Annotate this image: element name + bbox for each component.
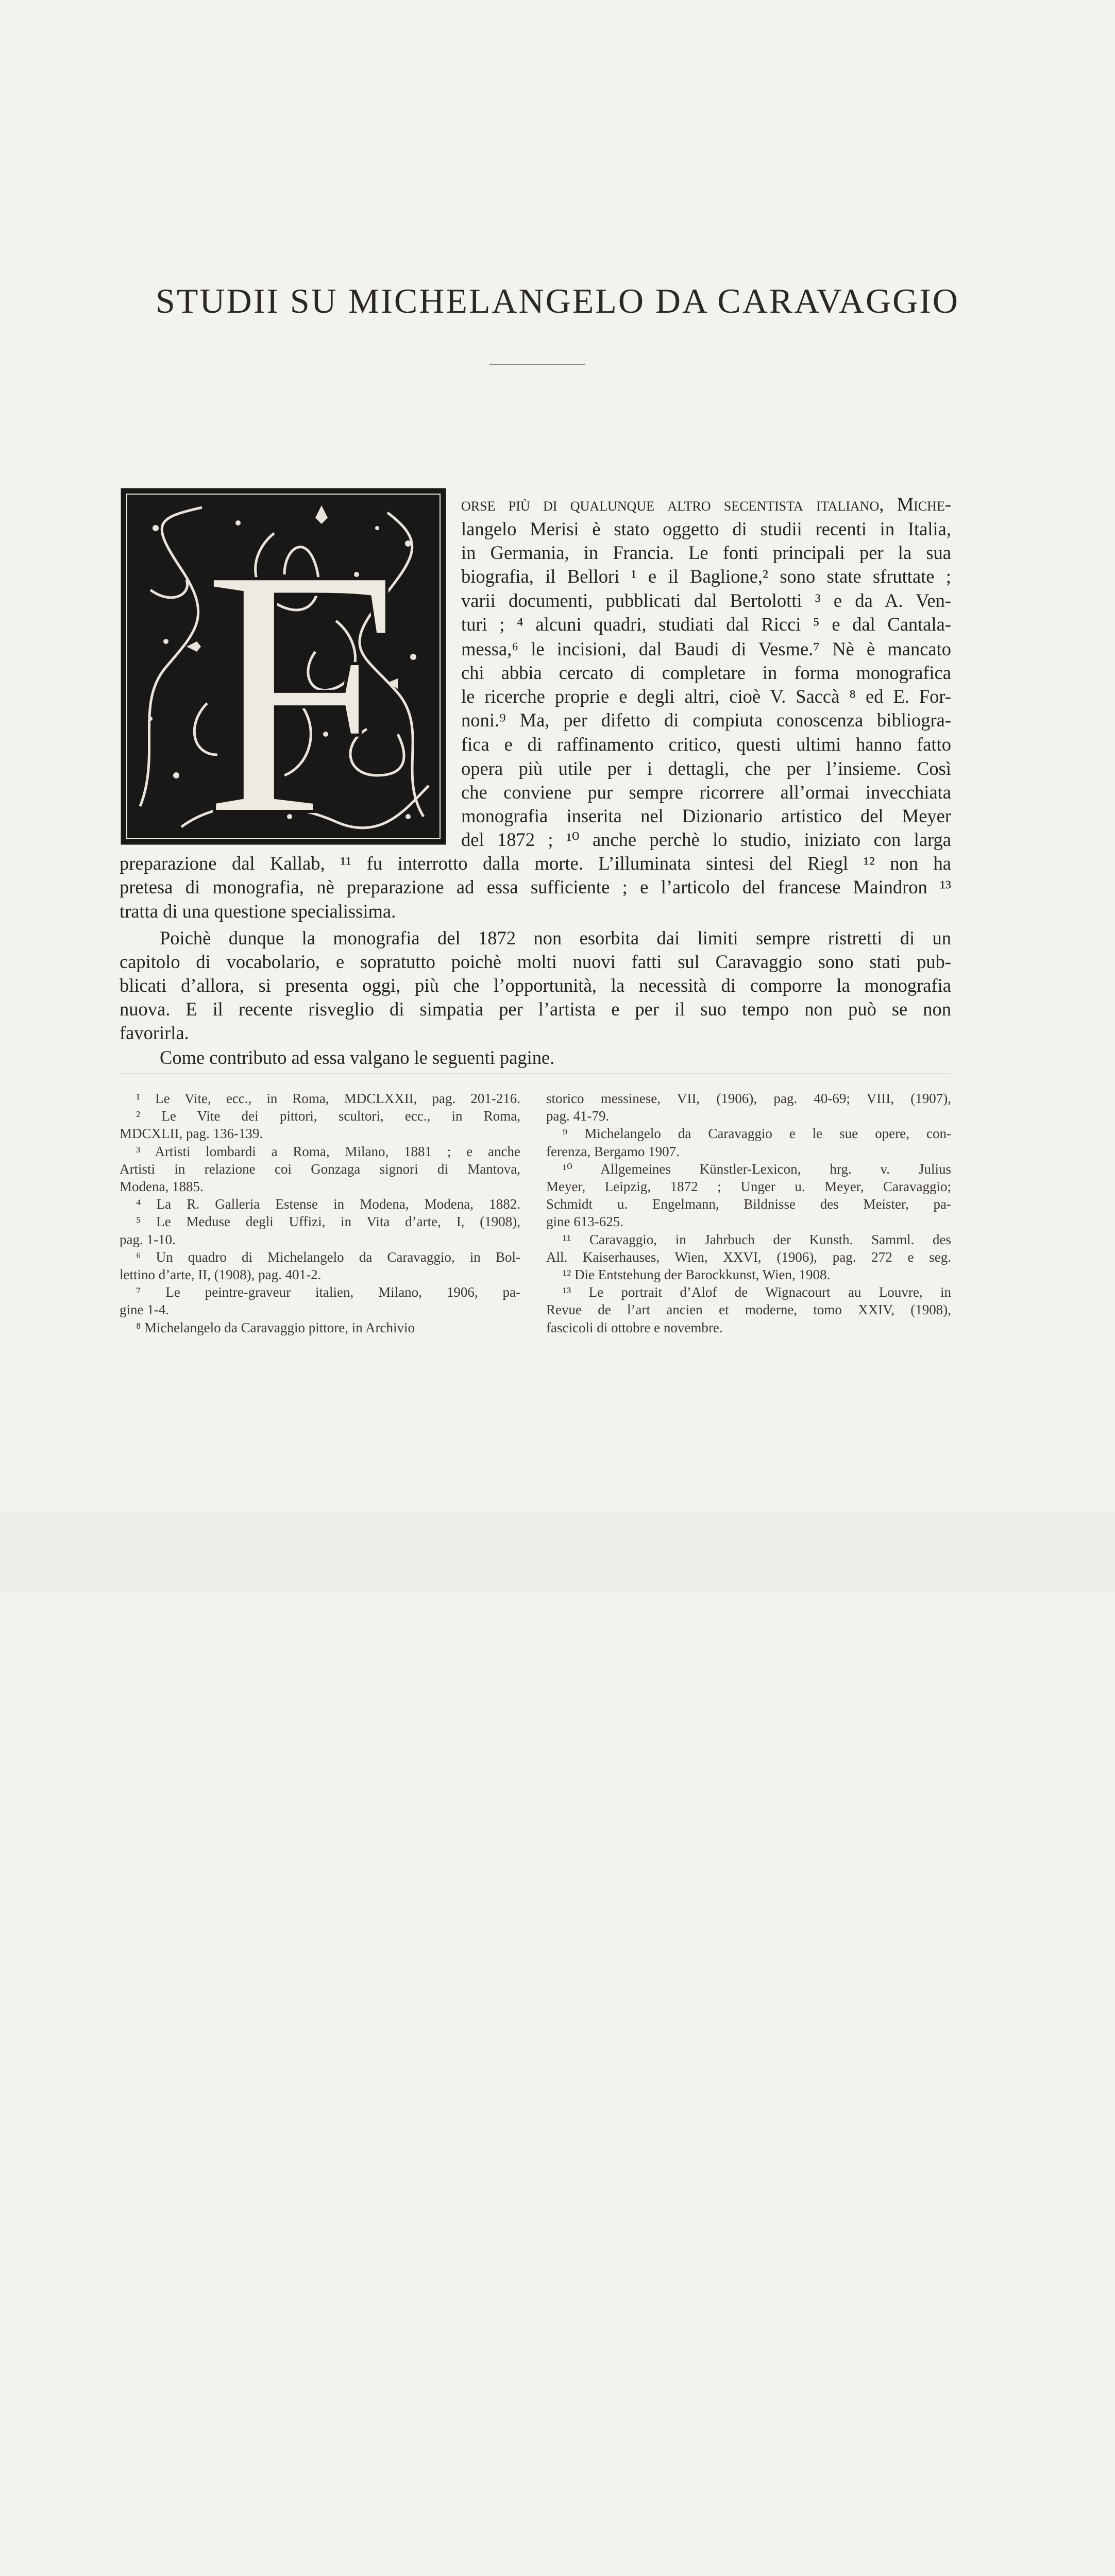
footnote-line: ⁹ Michelangelo da Caravaggio e le sue opere, con-: [563, 1126, 951, 1142]
footnote-line: gine 613-625.: [546, 1214, 623, 1230]
footnote-line: ⁴ La R. Galleria Estense in Modena, Modena, 1882.: [136, 1196, 520, 1212]
body-line: turi ; ⁴ alcuni quadri, studiati dal Ricci ⁵ e dal Cantala-: [461, 614, 951, 635]
footnote-line: storico messinese, VII, (1906), pag. 40-69; VIII, (1907),: [546, 1091, 951, 1106]
footnote-line: ⁶ Un quadro di Michelangelo da Caravaggio, in Bol-: [136, 1249, 520, 1265]
footnote-line: ⁵ Le Meduse degli Uffizi, in Vita d’arte, I, (1908),: [136, 1214, 520, 1230]
ornamental-initial-f: [120, 487, 447, 846]
footnote-line: pag. 1-10.: [120, 1231, 176, 1247]
body-line: orse più di qualunque altro secentista italiano, Miche-: [461, 494, 951, 515]
viewer-footer: [0, 1513, 1115, 1591]
body-line: messa,⁶ le incisioni, dal Baudi di Vesme.⁷ Nè è mancato: [461, 638, 951, 659]
body-line: blicati d’allora, si presenta oggi, più che l’opportunità, la necessità di comporre la monografia: [120, 975, 951, 996]
body-line: nuova. E il recente risveglio di simpatia per l’artista e per il suo tempo non può se non: [120, 998, 951, 1020]
svg-text:F: F: [202, 495, 400, 846]
footnote-line: ¹¹ Caravaggio, in Jahrbuch der Kunsth. Samml. des: [563, 1231, 951, 1247]
body-line: che conviene pur sempre ricorrere all’ormai invecchiata: [461, 782, 951, 803]
footnote-line: gine 1-4.: [120, 1302, 169, 1318]
body-line: del 1872 ; ¹⁰ anche perchè lo studio, iniziato con larga: [461, 829, 951, 850]
footnote-line: Revue de l’art ancien et moderne, tomo XXIV, (1908),: [546, 1302, 951, 1318]
footnote-line: pag. 41-79.: [546, 1108, 610, 1124]
footnote-line: ¹² Die Entstehung der Barockkunst, Wien, 1908.: [563, 1267, 831, 1282]
footnote-line: fascicoli di ottobre e novembre.: [546, 1319, 723, 1335]
body-line: chi abbia cercato di completare in forma monografica: [461, 662, 951, 683]
body-line: Poichè dunque la monografia del 1872 non esorbita dai limiti sempre ristretti di un: [160, 927, 951, 948]
footnote-line: ⁸ Michelangelo da Caravaggio pittore, in Archivio: [136, 1319, 415, 1335]
footnote-line: ¹⁰ Allgemeines Künstler-Lexicon, hrg. v. Julius: [563, 1161, 951, 1177]
body-line: opera più utile per i dettagli, che per l’insieme. Così: [461, 758, 951, 779]
footnote-line: ³ Artisti lombardi a Roma, Milano, 1881 ; e anche: [136, 1143, 520, 1159]
body-line: monografia inserita nel Dizionario artistico del Meyer: [461, 805, 951, 826]
footnote-line: ² Le Vite dei pittori, scultori, ecc., in Roma,: [136, 1108, 520, 1124]
body-line: capitolo di vocabolario, e sopratutto poichè molti nuovi fatti sul Caravaggio sono stati pub-: [120, 951, 951, 972]
body-line: varii documenti, pubblicati dal Bertolotti ³ e da A. Ven-: [461, 590, 951, 611]
body-line: le ricerche proprie e degli altri, cioè V. Saccà ⁸ ed E. For-: [461, 686, 951, 707]
body-line: in Germania, in Francia. Le fonti principali per la sua: [461, 542, 951, 563]
body-line: langelo Merisi è stato oggetto di studii recenti in Italia,: [461, 518, 951, 539]
body-line: biografia, il Bellori ¹ e il Baglione,² sono state sfruttate ;: [461, 566, 951, 587]
footnote-line: Meyer, Leipzig, 1872 ; Unger u. Meyer, Caravaggio;: [546, 1179, 951, 1194]
body-line: favorirla.: [120, 1022, 189, 1043]
footnote-line: Artisti in relazione coi Gonzaga signori di Mantova,: [120, 1161, 520, 1177]
footnote-line: Modena, 1885.: [120, 1179, 204, 1194]
article-title: STUDII SU MICHELANGELO DA CARAVAGGIO: [156, 281, 959, 320]
body-line: Come contributo ad essa valgano le seguenti pagine.: [160, 1047, 555, 1068]
title-divider: [489, 364, 585, 365]
footnote-line: Schmidt u. Engelmann, Bildnisse des Meister, pa-: [546, 1196, 951, 1212]
footnote-line: ¹³ Le portrait d’Alof de Wignacourt au Louvre, in: [563, 1284, 951, 1300]
body-line: noni.⁹ Ma, per difetto di compiuta conoscenza bibliogra-: [461, 709, 951, 731]
body-line: fica e di raffinamento critico, questi ultimi hanno fatto: [461, 734, 951, 755]
body-line: preparazione dal Kallab, ¹¹ fu interrotto dalla morte. L’illuminata sintesi del Riegl ¹² non ha: [120, 853, 951, 874]
footnote-line: ¹ Le Vite, ecc., in Roma, MDCLXXII, pag. 201-216.: [136, 1091, 520, 1106]
footnote-line: ⁷ Le peintre-graveur italien, Milano, 1906, pa-: [136, 1284, 520, 1300]
body-line: pretesa di monografia, nè preparazione ad essa sufficiente ; e l’articolo del francese Maindron ¹³: [120, 876, 951, 897]
footnote-line: MDCXLII, pag. 136-139.: [120, 1126, 263, 1142]
footnote-line: lettino d’arte, II, (1908), pag. 401-2.: [120, 1267, 322, 1282]
body-line: tratta di una questione specialissima.: [120, 901, 396, 922]
footnote-line: All. Kaiserhauses, Wien, XXVI, (1906), pag. 272 e seg.: [546, 1249, 951, 1265]
footnote-line: ferenza, Bergamo 1907.: [546, 1143, 680, 1159]
